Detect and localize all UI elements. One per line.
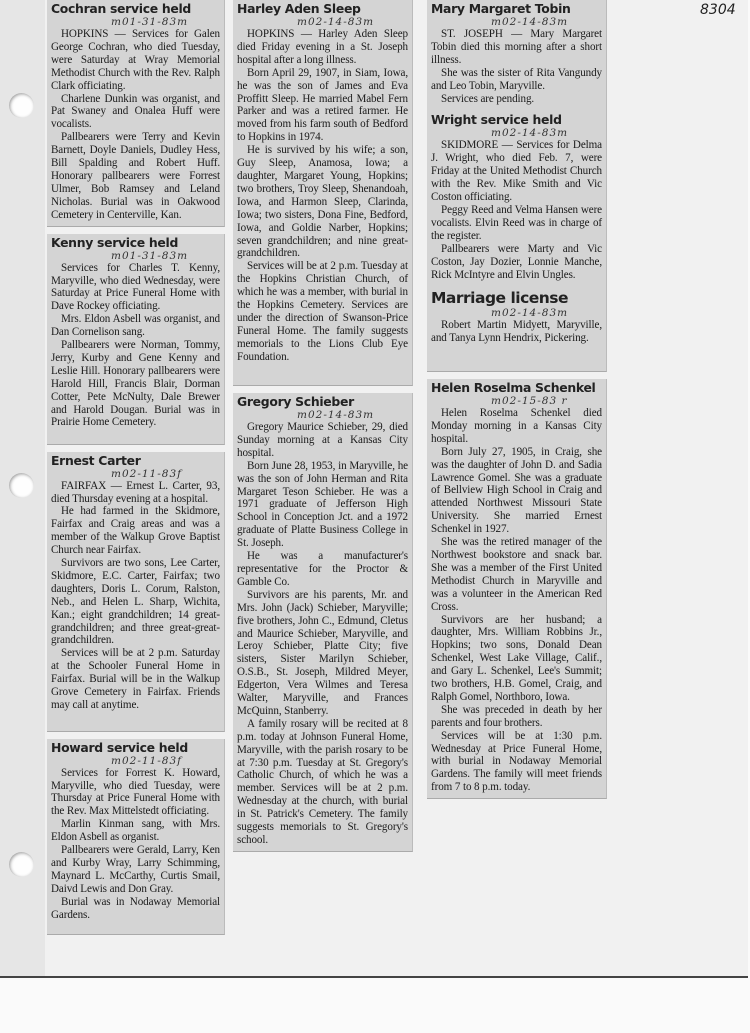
article-headline: Cochran service held <box>51 1 191 16</box>
clipping-schenkel <box>427 379 607 799</box>
article-paragraph: Pallbearers were Marty and Vic Coston, Jay Dozier, Lonnie Manche, Rick McIntyre and Elvin Ungles. <box>431 242 602 281</box>
article-paragraph: Born June 28, 1953, in Maryville, he was the son of John Herman and Rita Margaret Teson Schieber. He was a 1971 graduate of Jefferson High School in Conception Jct. and a 1972 graduate of Platte Business College in St. Joseph. <box>237 459 408 550</box>
article-paragraph: She was preceded in death by her parents and four brothers. <box>431 703 602 729</box>
obituary-article <box>237 395 408 847</box>
punch-hole <box>9 852 34 877</box>
article-headline: Gregory Schieber <box>237 394 354 409</box>
handwritten-date-note: m01-31-83m <box>111 249 189 262</box>
clipping-column-1 <box>47 0 225 935</box>
obituary-article <box>51 741 220 922</box>
handwritten-page-number: 8304 <box>700 2 736 18</box>
article-paragraph: ST. JOSEPH — Mary Margaret Tobin died this morning after a short illness. <box>431 28 602 66</box>
article-paragraph: She was the retired manager of the Northwest bookstore and snack bar. She was a member of the First United Methodist Church in Maryville and was a volunteer in the American Red Cross. <box>431 536 602 613</box>
article-paragraph: FAIRFAX — Ernest L. Carter, 93, died Thursday evening at a hospital. <box>51 479 220 505</box>
article-paragraph: He is survived by his wife; a son, Guy Sleep, Anamosa, Iowa; a daughter, Margaret Young, Hopkins; two brothers, Troy Sleep, Shenandoah, Iowa, and Harmon Sleep, Clarinda, Iowa; two sisters, Dona Fine, Bedford, Iowa, and Goldie Narber, Hopkins; seven grandchildren; and nine great-grandchildren. <box>237 144 408 260</box>
article-headline: Mary Margaret Tobin <box>431 1 571 16</box>
article-paragraph: Pallbearers were Norman, Tommy, Jerry, Kurby and Gene Kenny and Leslie Hill. Honorary pallbearers were Harold Hill, Francis Blair, Dorman Cotter, Pete McNulty, Dale Brewer and Harold Dougan. Burial was in Prairie Home Cemetery. <box>51 339 220 429</box>
article-paragraph: Survivors are her husband; a daughter, Mrs. William Robbins Jr., Hopkins; two sons, Donald Dean Schenkel, West Lake Village, Calif., and Gary L. Schenkel, Lee's Summit; two brothers, H.B. Gomel, Craig, and Ralph Gomel, Northboro, Iowa. <box>431 613 602 703</box>
handwritten-date-note: m01-31-83m <box>111 16 189 28</box>
article-paragraph: Survivors are his parents, Mr. and Mrs. John (Jack) Schieber, Maryville; five brothers, John C., Edmund, Cletus and Maurice Schieber, Maryville, and Leroy Schieber, Platte City; five sisters, Sister Marilyn Schieber, O.S.B., St. Joseph, Mildred Meyer, Edgerton, Vera Wilmes and Teresa Walter, Maryville, and Frances McQuinn, Stanberry. <box>237 588 408 717</box>
article-paragraph: Charlene Dunkin was organist, and Pat Swaney and Onalea Huff were vocalists. <box>51 92 220 131</box>
article-paragraph: Burial was in Nodaway Memorial Gardens. <box>51 895 220 921</box>
article-paragraph: Peggy Reed and Velma Hansen were vocalists. Elvin Reed was in charge of the register. <box>431 203 602 242</box>
article-paragraph: Pallbearers were Terry and Kevin Barnett, Doyle Daniels, Dudley Hess, Bill Spalding and Robert Huff. Honorary pallbearers were Forrest Ulmer, Bob Ramsey and Leland Nicholas. Burial was in Oakwood Cemetery in Centerville, Kan. <box>51 131 220 221</box>
clipping-tobin-wright-marriage <box>427 0 607 372</box>
punch-hole <box>9 473 34 498</box>
punch-hole <box>9 93 34 118</box>
obituary-article <box>431 113 602 281</box>
article-paragraph: Born July 27, 1905, in Craig, she was the daughter of John D. and Sadia Lawrence Gomel. She was a graduate of Bellview High School in Craig and attended Northwest Missouri State University. She married Ernest Schenkel in 1927. <box>431 445 602 536</box>
obituary-article <box>431 2 602 105</box>
article-paragraph: Pallbearers were Gerald, Larry, Ken and Kurby Wray, Larry Schimming, Maynard L. McCarthy, Curtis Smail, Daivd Lewis and Don Gray. <box>51 844 220 895</box>
article-headline: Kenny service held <box>51 234 179 250</box>
article-paragraph: Mrs. Eldon Asbell was organist, and Dan Cornelison sang. <box>51 313 220 339</box>
article-paragraph: HOPKINS — Harley Aden Sleep died Friday evening in a St. Joseph hospital after a long illness. <box>237 28 408 66</box>
article-paragraph: Survivors are two sons, Lee Carter, Skidmore, E.C. Carter, Fairfax; two daughters, Doris L. Corum, Ralston, Neb., and Helen L. Sharp, Wichita, Kan.; eight grandchildren; 14 great-grandchildren; and three great-great-grandchildren. <box>51 557 220 647</box>
clipping-cochran <box>47 0 225 227</box>
article-headline: Marriage license <box>431 289 569 308</box>
clipping-sleep <box>233 0 413 386</box>
clipping-column-3 <box>427 0 607 799</box>
article-headline: Wright service held <box>431 112 562 128</box>
obituary-article <box>237 2 408 364</box>
article-headline: Ernest Carter <box>51 452 141 468</box>
article-headline: Harley Aden Sleep <box>237 1 361 16</box>
handwritten-date-note: m02-14-83m <box>491 16 569 28</box>
article-paragraph: Services will be at 2 p.m. Tuesday at the Hopkins Christian Church, of which he was a member, with burial in the Hopkins Cemetery. Services are under the direction of Swanson-Price Funeral Home. The family suggests memorials to the Lions Club Eye Foundation. <box>237 260 408 363</box>
article-paragraph: Services will be at 2 p.m. Saturday at the Schooler Funeral Home in Fairfax. Burial will be in the Walkup Grove Cemetery in Fairfax. Friends may call at anytime. <box>51 647 220 711</box>
article-paragraph: SKIDMORE — Services for Delma J. Wright, who died Feb. 7, were Friday at the United Methodist Church with the Rev. Mike Smith and Vic Coston officiating. <box>431 139 602 204</box>
article-paragraph: Services for Charles T. Kenny, Maryville, who died Wednesday, were Saturday at Price Funeral Home with Dave Rockey officiating. <box>51 261 220 313</box>
handwritten-date-note: m02-11-83f <box>111 754 183 767</box>
article-paragraph: Robert Martin Midyett, Maryville, and Tanya Lynn Hendrix, Pickering. <box>431 319 602 345</box>
clipping-howard <box>47 739 225 935</box>
clipping-column-2 <box>233 0 413 852</box>
obituary-article <box>51 236 220 430</box>
article-paragraph: Born April 29, 1907, in Siam, Iowa, he was the son of James and Eva Proffitt Sleep. He married Mabel Fern Parker and was a retired farmer. He moved from his farm south of Bedford to Hopkins in 1974. <box>237 66 408 144</box>
handwritten-date-note: m02-14-83m <box>491 307 569 320</box>
clipping-schieber <box>233 393 413 852</box>
clipping-kenny <box>47 234 225 445</box>
handwritten-date-note: m02-11-83f <box>111 467 183 480</box>
handwritten-date-note: m02-14-83m <box>297 409 375 421</box>
article-paragraph: A family rosary will be recited at 8 p.m. today at Johnson Funeral Home, Maryville, with the parish rosary to be at 7:30 p.m. Tuesday at St. Gregory's Catholic Church, of which he was a member. Services will be at 2 p.m. Wednesday at the church, with burial in St. Patrick's Cemetery. The family suggests memorials to St. Gregory's school. <box>237 717 408 846</box>
handwritten-date-note: m02-14-83m <box>491 127 569 140</box>
article-paragraph: He was a manufacturer's representative for the Proctor & Gamble Co. <box>237 550 408 588</box>
clipping-carter <box>47 452 225 732</box>
article-paragraph: Helen Roselma Schenkel died Monday morning in a Kansas City hospital. <box>431 407 602 445</box>
article-paragraph: Marlin Kinman sang, with Mrs. Eldon Asbell as organist. <box>51 818 220 844</box>
article-paragraph: Services are pending. <box>441 92 535 105</box>
article-paragraph: He had farmed in the Skidmore, Fairfax and Craig areas and was a member of the Walkup Grove Baptist Church near Fairfax. <box>51 505 220 557</box>
handwritten-date-note: m02-14-83m <box>297 16 375 28</box>
article-paragraph: She was the sister of Rita Vangundy and Leo Tobin, Maryville. <box>431 66 602 92</box>
article-paragraph: Gregory Maurice Schieber, 29, died Sunday morning at a Kansas City hospital. <box>237 421 408 459</box>
handwritten-date-note: m02-15-83 r <box>491 395 568 407</box>
article-headline: Howard service held <box>51 739 188 755</box>
obituary-article <box>51 454 220 712</box>
article-headline: Helen Roselma Schenkel <box>431 380 596 395</box>
article-paragraph: Services will be at 1:30 p.m. Wednesday at Price Funeral Home, with burial in Nodaway Memorial Gardens. The family will meet friends from 7 to 8 p.m. today. <box>431 729 602 794</box>
obituary-article <box>51 2 220 222</box>
article-paragraph: Services for Forrest K. Howard, Maryville, who died Tuesday, were Thursday at Price Funeral Home with the Rev. Max Mittelstedt officiating. <box>51 766 220 818</box>
article-paragraph: HOPKINS — Services for Galen George Cochran, who died Tuesday, were Saturday at Wray Memorial Methodist Church with the Rev. Ralph Clark officiating. <box>51 28 220 92</box>
obituary-article <box>431 289 602 345</box>
obituary-article <box>431 381 602 794</box>
